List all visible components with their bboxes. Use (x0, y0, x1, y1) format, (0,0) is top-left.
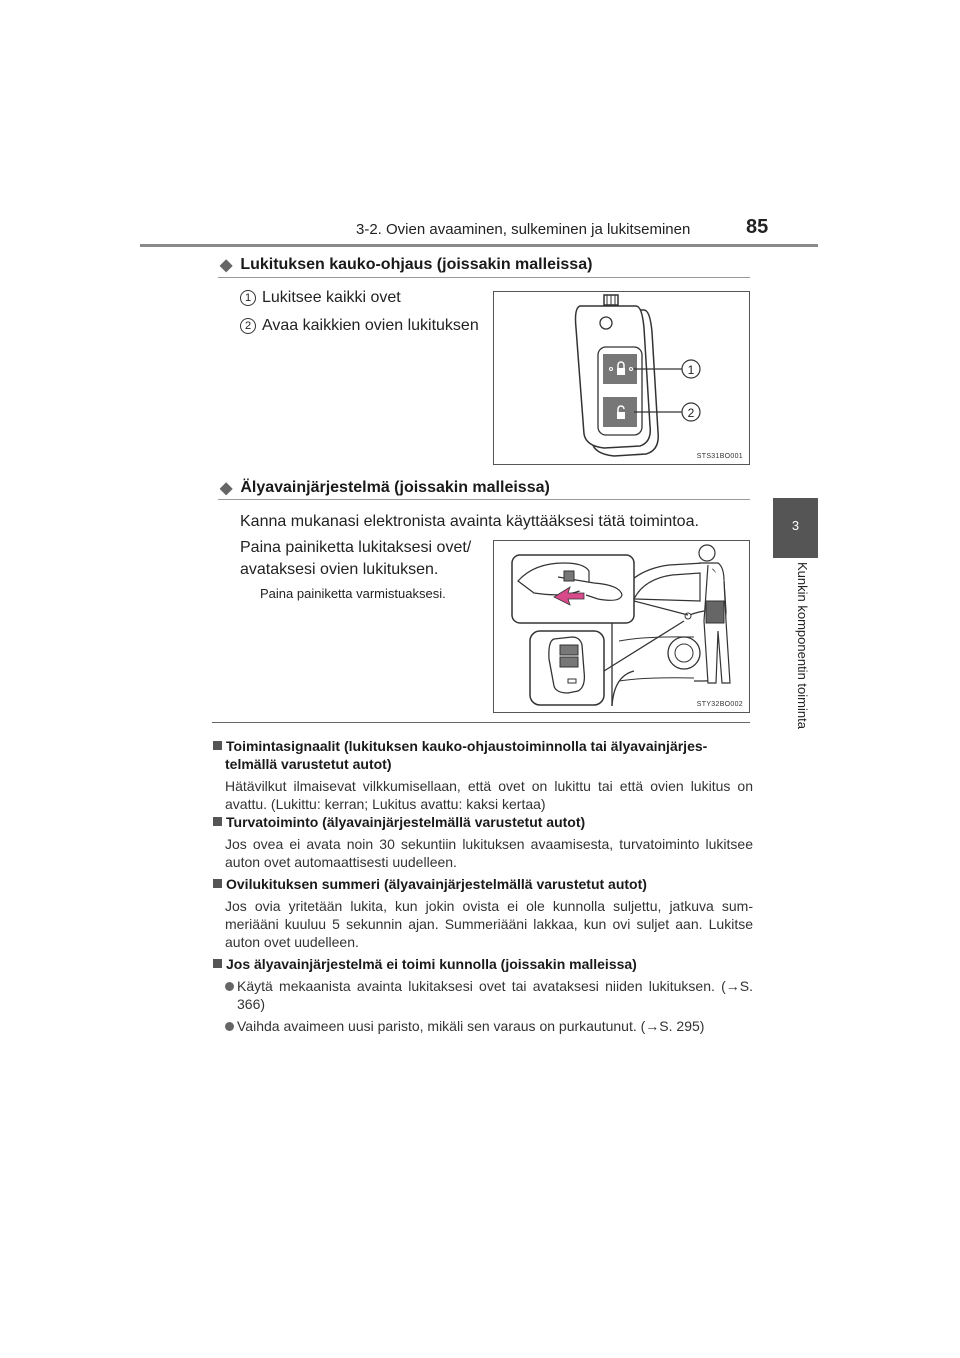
remote-key-figure (493, 291, 750, 465)
list-item (240, 317, 479, 335)
remote-key-illustration (494, 292, 749, 464)
section-title-remote (220, 255, 592, 275)
chapter-tab: 3 (773, 498, 818, 558)
note-operation-signals (213, 737, 753, 813)
note-body: Jos ovia yritetään lukita, kun jokin ovista ei ole kunnolla suljettu, jatkuva sum-meriääni kuuluu 5 sekunnin ajan. Summeriääni lakkaa, kun ovi suljet aan. Lukitse auton ovet uudelleen. (225, 898, 753, 950)
page-number: 85 (746, 216, 769, 238)
callout-1-label: 1 (687, 363, 695, 377)
note-heading: Toimintasignaalit (lukituksen kauko-ohjaustoiminnolla tai älyavainjärjes-telmällä varustetut autot) (225, 738, 708, 772)
chapter-title: 3-2. Ovien avaaminen, sulkeminen ja lukitseminen (356, 221, 691, 238)
figure-code: STS31BO001 (696, 453, 743, 460)
figure-code: STY32BO002 (696, 701, 743, 708)
note-door-lock-buzzer (213, 875, 753, 951)
door-handle-figure (493, 540, 750, 713)
square-bullet-icon (213, 741, 222, 750)
section-rule (218, 277, 750, 278)
number-circle-icon: 1 (240, 290, 256, 306)
note-body: Jos ovea ei avata noin 30 sekuntiin lukituksen avaamisesta, turvatoiminto lukitsee auton ovet automaattisesti uudelleen. (225, 836, 753, 870)
number-circle-icon: 2 (240, 318, 256, 334)
section-title-smart-key (220, 478, 550, 498)
section-rule (218, 499, 750, 500)
round-bullet-icon (225, 982, 234, 991)
list-item-text: Avaa kaikkien ovien lukituksen (262, 317, 479, 334)
note-smart-key-failure (213, 955, 753, 1035)
note-heading: Ovilukituksen summeri (älyavainjärjestelmällä varustetut autot) (226, 876, 647, 892)
chapter-tab-label: Kunkin komponentin toiminta (795, 562, 810, 729)
header-rule (140, 244, 818, 247)
notes-divider (212, 722, 750, 723)
section-title-text: Älyavainjärjestelmä (joissakin malleissa) (240, 479, 550, 496)
square-bullet-icon (213, 959, 222, 968)
callout-2-label: 2 (687, 406, 695, 420)
list-item (240, 289, 401, 307)
diamond-icon: ◆ (220, 480, 233, 497)
list-item (213, 1017, 753, 1035)
note-security-function (213, 813, 753, 871)
door-handle-illustration (494, 541, 749, 712)
bullet-text: Käytä mekaanista avainta lukitaksesi ovet tai avataksesi niiden lukituksen. (→S. 366) (237, 978, 753, 1012)
diamond-icon: ◆ (220, 257, 233, 274)
square-bullet-icon (213, 879, 222, 888)
square-bullet-icon (213, 817, 222, 826)
list-item-text: Lukitsee kaikki ovet (262, 289, 401, 306)
instruction-line-1: Paina painiketta lukitaksesi ovet/ (240, 539, 472, 556)
bullet-text: Vaihda avaimeen uusi paristo, mikäli sen varaus on purkautunut. (→S. 295) (237, 1018, 705, 1034)
instruction-line-2: avataksesi ovien lukituksen. (240, 561, 439, 578)
smart-key-intro: Kanna mukanasi elektronista avainta käyttääksesi tätä toimintoa. (240, 513, 699, 530)
section-title-text: Lukituksen kauko-ohjaus (joissakin malleissa) (240, 256, 593, 273)
note-heading: Turvatoiminto (älyavainjärjestelmällä varustetut autot) (226, 814, 586, 830)
round-bullet-icon (225, 1022, 234, 1031)
list-item (213, 977, 753, 1013)
note-body: Hätävilkut ilmaisevat vilkkumisellaan, että ovet on lukittu tai että ovien lukitus on avattu. (Lukittu: kerran; Lukitus avattu: kaksi kertaa) (225, 778, 753, 812)
note-heading: Jos älyavainjärjestelmä ei toimi kunnolla (joissakin malleissa) (226, 956, 637, 972)
instruction-note: Paina painiketta varmistuaksesi. (260, 586, 446, 601)
